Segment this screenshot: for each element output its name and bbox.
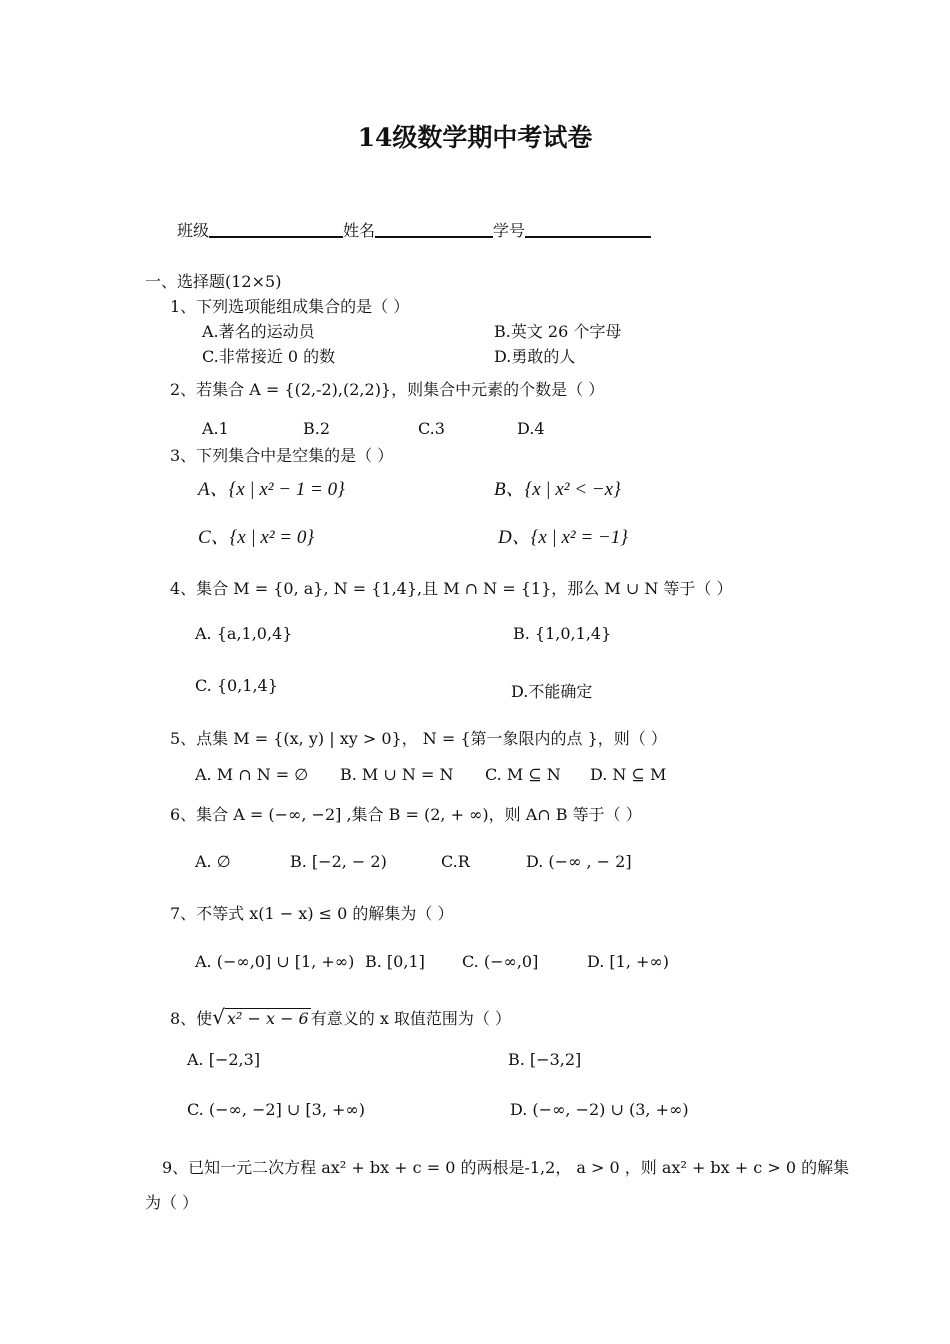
q7-option-b: B. [0,1]	[365, 952, 425, 971]
name-blank[interactable]	[375, 220, 493, 238]
q1-option-a: A.著名的运动员	[202, 322, 315, 341]
section-heading: 一、选择题(12×5)	[145, 272, 282, 291]
q2-option-c: C.3	[418, 419, 445, 438]
q7-stem: 7、不等式 x(1 − x) ≤ 0 的解集为（ ）	[170, 904, 454, 923]
q4-option-d: D.不能确定	[511, 682, 593, 701]
exam-title: 14级数学期中考试卷	[357, 123, 593, 152]
class-blank[interactable]	[209, 220, 343, 238]
q7-option-c: C. (−∞,0]	[462, 952, 539, 971]
q2-option-a: A.1	[202, 419, 229, 438]
id-label: 学号	[493, 221, 526, 240]
q3-option-a: A、{x | x² − 1 = 0}	[198, 479, 345, 500]
q1-option-c: C.非常接近 0 的数	[202, 347, 336, 366]
q8-stem	[170, 1005, 511, 1029]
name-label: 姓名	[343, 221, 376, 240]
sqrt-icon: √	[212, 1005, 225, 1029]
q3-stem: 3、下列集合中是空集的是（ ）	[170, 446, 394, 465]
q1-option-b: B.英文 26 个字母	[494, 322, 622, 341]
q3-option-b: B、{x | x² < −x}	[494, 479, 621, 500]
q5-option-b: B. M ∪ N = N	[340, 765, 454, 784]
q4-stem: 4、集合 M = {0, a}, N = {1,4},且 M ∩ N = {1}，那么 M ∪ N 等于（ ）	[170, 579, 733, 598]
q1-stem: 1、下列选项能组成集合的是（ ）	[170, 297, 410, 316]
id-blank[interactable]	[525, 220, 651, 238]
q5-option-d: D. N ⊆ M	[590, 765, 667, 784]
q3-option-d: D、{x | x² = −1}	[498, 527, 628, 548]
q8-option-a: A. [−2,3]	[187, 1050, 261, 1069]
q4-option-a: A. {a,1,0,4}	[195, 624, 293, 643]
q4-option-b: B. {1,0,1,4}	[513, 624, 612, 643]
q4-option-c: C. {0,1,4}	[195, 676, 278, 695]
q7-option-d: D. [1, +∞)	[587, 952, 669, 971]
q8-radicand: x² − x − 6	[226, 1009, 309, 1028]
q8-option-b: B. [−3,2]	[508, 1050, 582, 1069]
q9-line2: 为（ ）	[145, 1193, 199, 1212]
q6-option-a: A. ∅	[195, 852, 231, 871]
q2-option-b: B.2	[303, 419, 331, 438]
q6-option-d: D. (−∞ , − 2]	[526, 852, 632, 871]
q6-option-b: B. [−2, − 2)	[290, 852, 387, 871]
q5-option-a: A. M ∩ N = ∅	[195, 765, 309, 784]
class-label: 班级	[177, 221, 210, 240]
q2-option-d: D.4	[517, 419, 545, 438]
q6-option-c: C.R	[441, 852, 470, 871]
q9-line1: 9、已知一元二次方程 ax² + bx + c = 0 的两根是-1,2， a > 0 ，则 ax² + bx + c > 0 的解集	[162, 1158, 850, 1177]
q8-option-c: C. (−∞, −2] ∪ [3, +∞)	[187, 1100, 365, 1119]
q8-option-d: D. (−∞, −2) ∪ (3, +∞)	[510, 1100, 689, 1119]
q7-option-a: A. (−∞,0] ∪ [1, +∞)	[195, 952, 355, 971]
q8-stem-suffix: 有意义的 x 取值范围为（ ）	[310, 1009, 512, 1028]
q5-option-c: C. M ⊆ N	[485, 765, 561, 784]
q2-stem: 2、若集合 A = {(2,-2),(2,2)}，则集合中元素的个数是（ ）	[170, 380, 605, 399]
q5-stem: 5、点集 M = {(x, y) | xy > 0}， N = {第一象限内的点 }，则（ ）	[170, 729, 667, 748]
student-info-row	[177, 218, 651, 241]
q1-option-d: D.勇敢的人	[494, 347, 576, 366]
q6-stem: 6、集合 A = (−∞, −2] ,集合 B = (2, + ∞)，则 A∩ B 等于（ ）	[170, 805, 642, 824]
q3-option-c: C、{x | x² = 0}	[198, 527, 314, 548]
q8-stem-prefix: 8、使	[170, 1009, 213, 1028]
